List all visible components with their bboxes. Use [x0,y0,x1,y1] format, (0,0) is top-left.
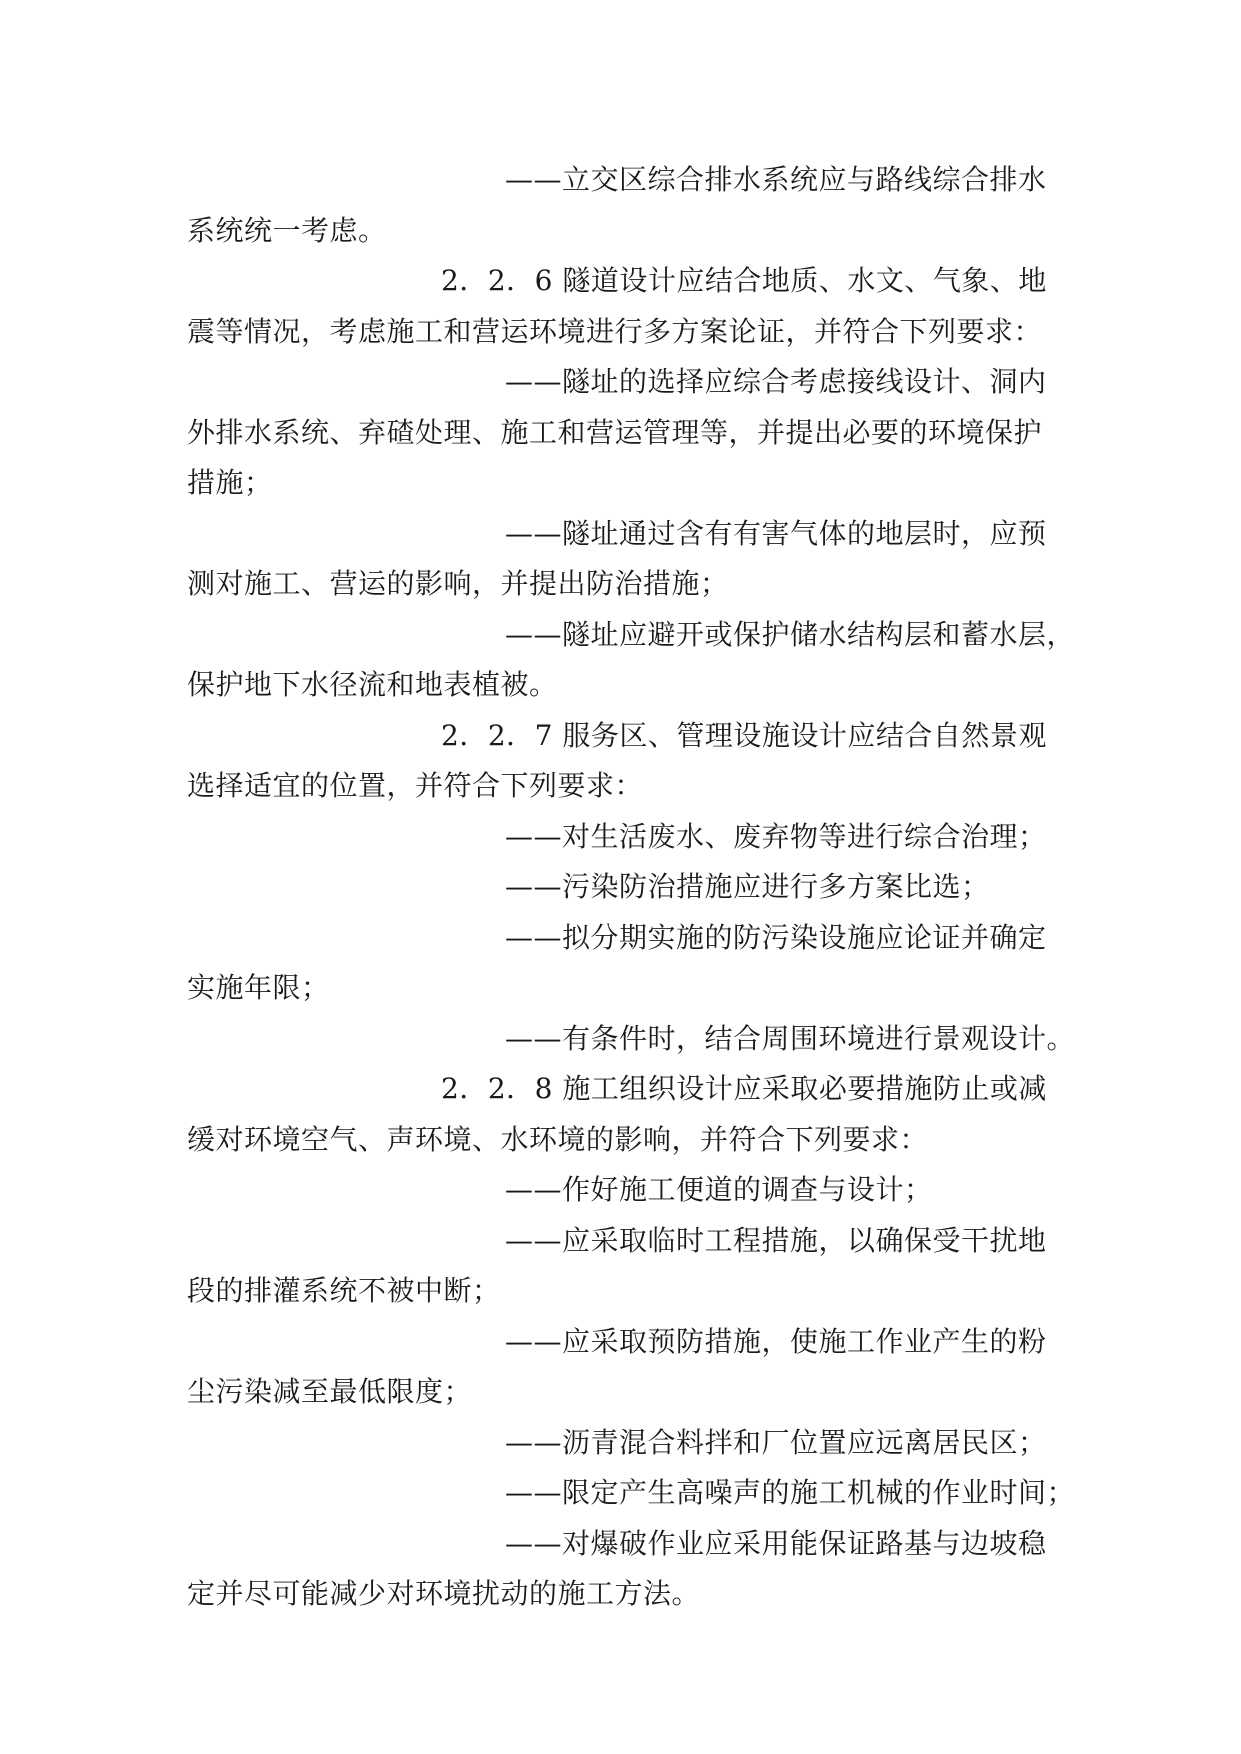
list-item-line: ——限定产生高噪声的施工机械的作业时间； [505,1476,1076,1509]
list-item-line: ——对生活废水、废弃物等进行综合治理； [505,819,1047,853]
text-line: 缓对环境空气、声环境、水环境的影响，并符合下列要求： [187,1122,929,1156]
list-item-line: ——应采取临时工程措施，以确保受干扰地 [505,1223,1047,1257]
section-heading-line: 2．2．6 隧道设计应结合地质、水文、气象、地 [441,264,1047,297]
text-line: 外排水系统、弃碴处理、施工和营运管理等，并提出必要的环境保护 [187,415,1043,449]
list-item-line: ——应采取预防措施，使施工作业产生的粉 [505,1324,1047,1358]
list-item-line: ——有条件时，结合周围环境进行景观设计。 [505,1021,1076,1055]
section-heading-line: 2．2．8 施工组织设计应采取必要措施防止或减 [441,1072,1047,1105]
document-body [187,155,1076,1620]
list-item-line: ——立交区综合排水系统应与路线综合排水 [505,163,1047,196]
text-line: 震等情况，考虑施工和营运环境进行多方案论证，并符合下列要求： [187,314,1043,348]
list-item-line: ——隧址应避开或保护储水结构层和蓄水层， [505,617,1076,651]
text-line: 保护地下水径流和地表植被。 [187,668,558,701]
list-item-line: ——对爆破作业应采用能保证路基与边坡稳 [505,1526,1047,1560]
text-line: 尘污染减至最低限度； [187,1375,473,1408]
text-line: 段的排灌系统不被中断； [187,1274,501,1307]
list-item-line: ——作好施工便道的调查与设计； [505,1173,933,1206]
text-line: 测对施工、营运的影响，并提出防治措施； [187,567,729,600]
list-item-line: ——隧址的选择应综合考虑接线设计、洞内 [505,365,1047,398]
list-item-line: ——污染防治措施应进行多方案比选； [505,870,990,903]
list-item-line: ——沥青混合料拌和厂位置应远离居民区； [505,1425,1047,1459]
section-heading-line: 2．2．7 服务区、管理设施设计应结合自然景观 [441,718,1047,752]
text-line: 措施； [187,466,273,499]
list-item-line: ——隧址通过含有有害气体的地层时，应预 [505,516,1047,550]
text-line: 实施年限； [187,971,330,1004]
text-line: 系统统一考虑。 [187,213,387,247]
text-line: 定并尽可能减少对环境扰动的施工方法。 [187,1577,701,1610]
text-line: 选择适宜的位置，并符合下列要求： [187,769,644,802]
list-item-line: ——拟分期实施的防污染设施应论证并确定 [505,920,1047,954]
